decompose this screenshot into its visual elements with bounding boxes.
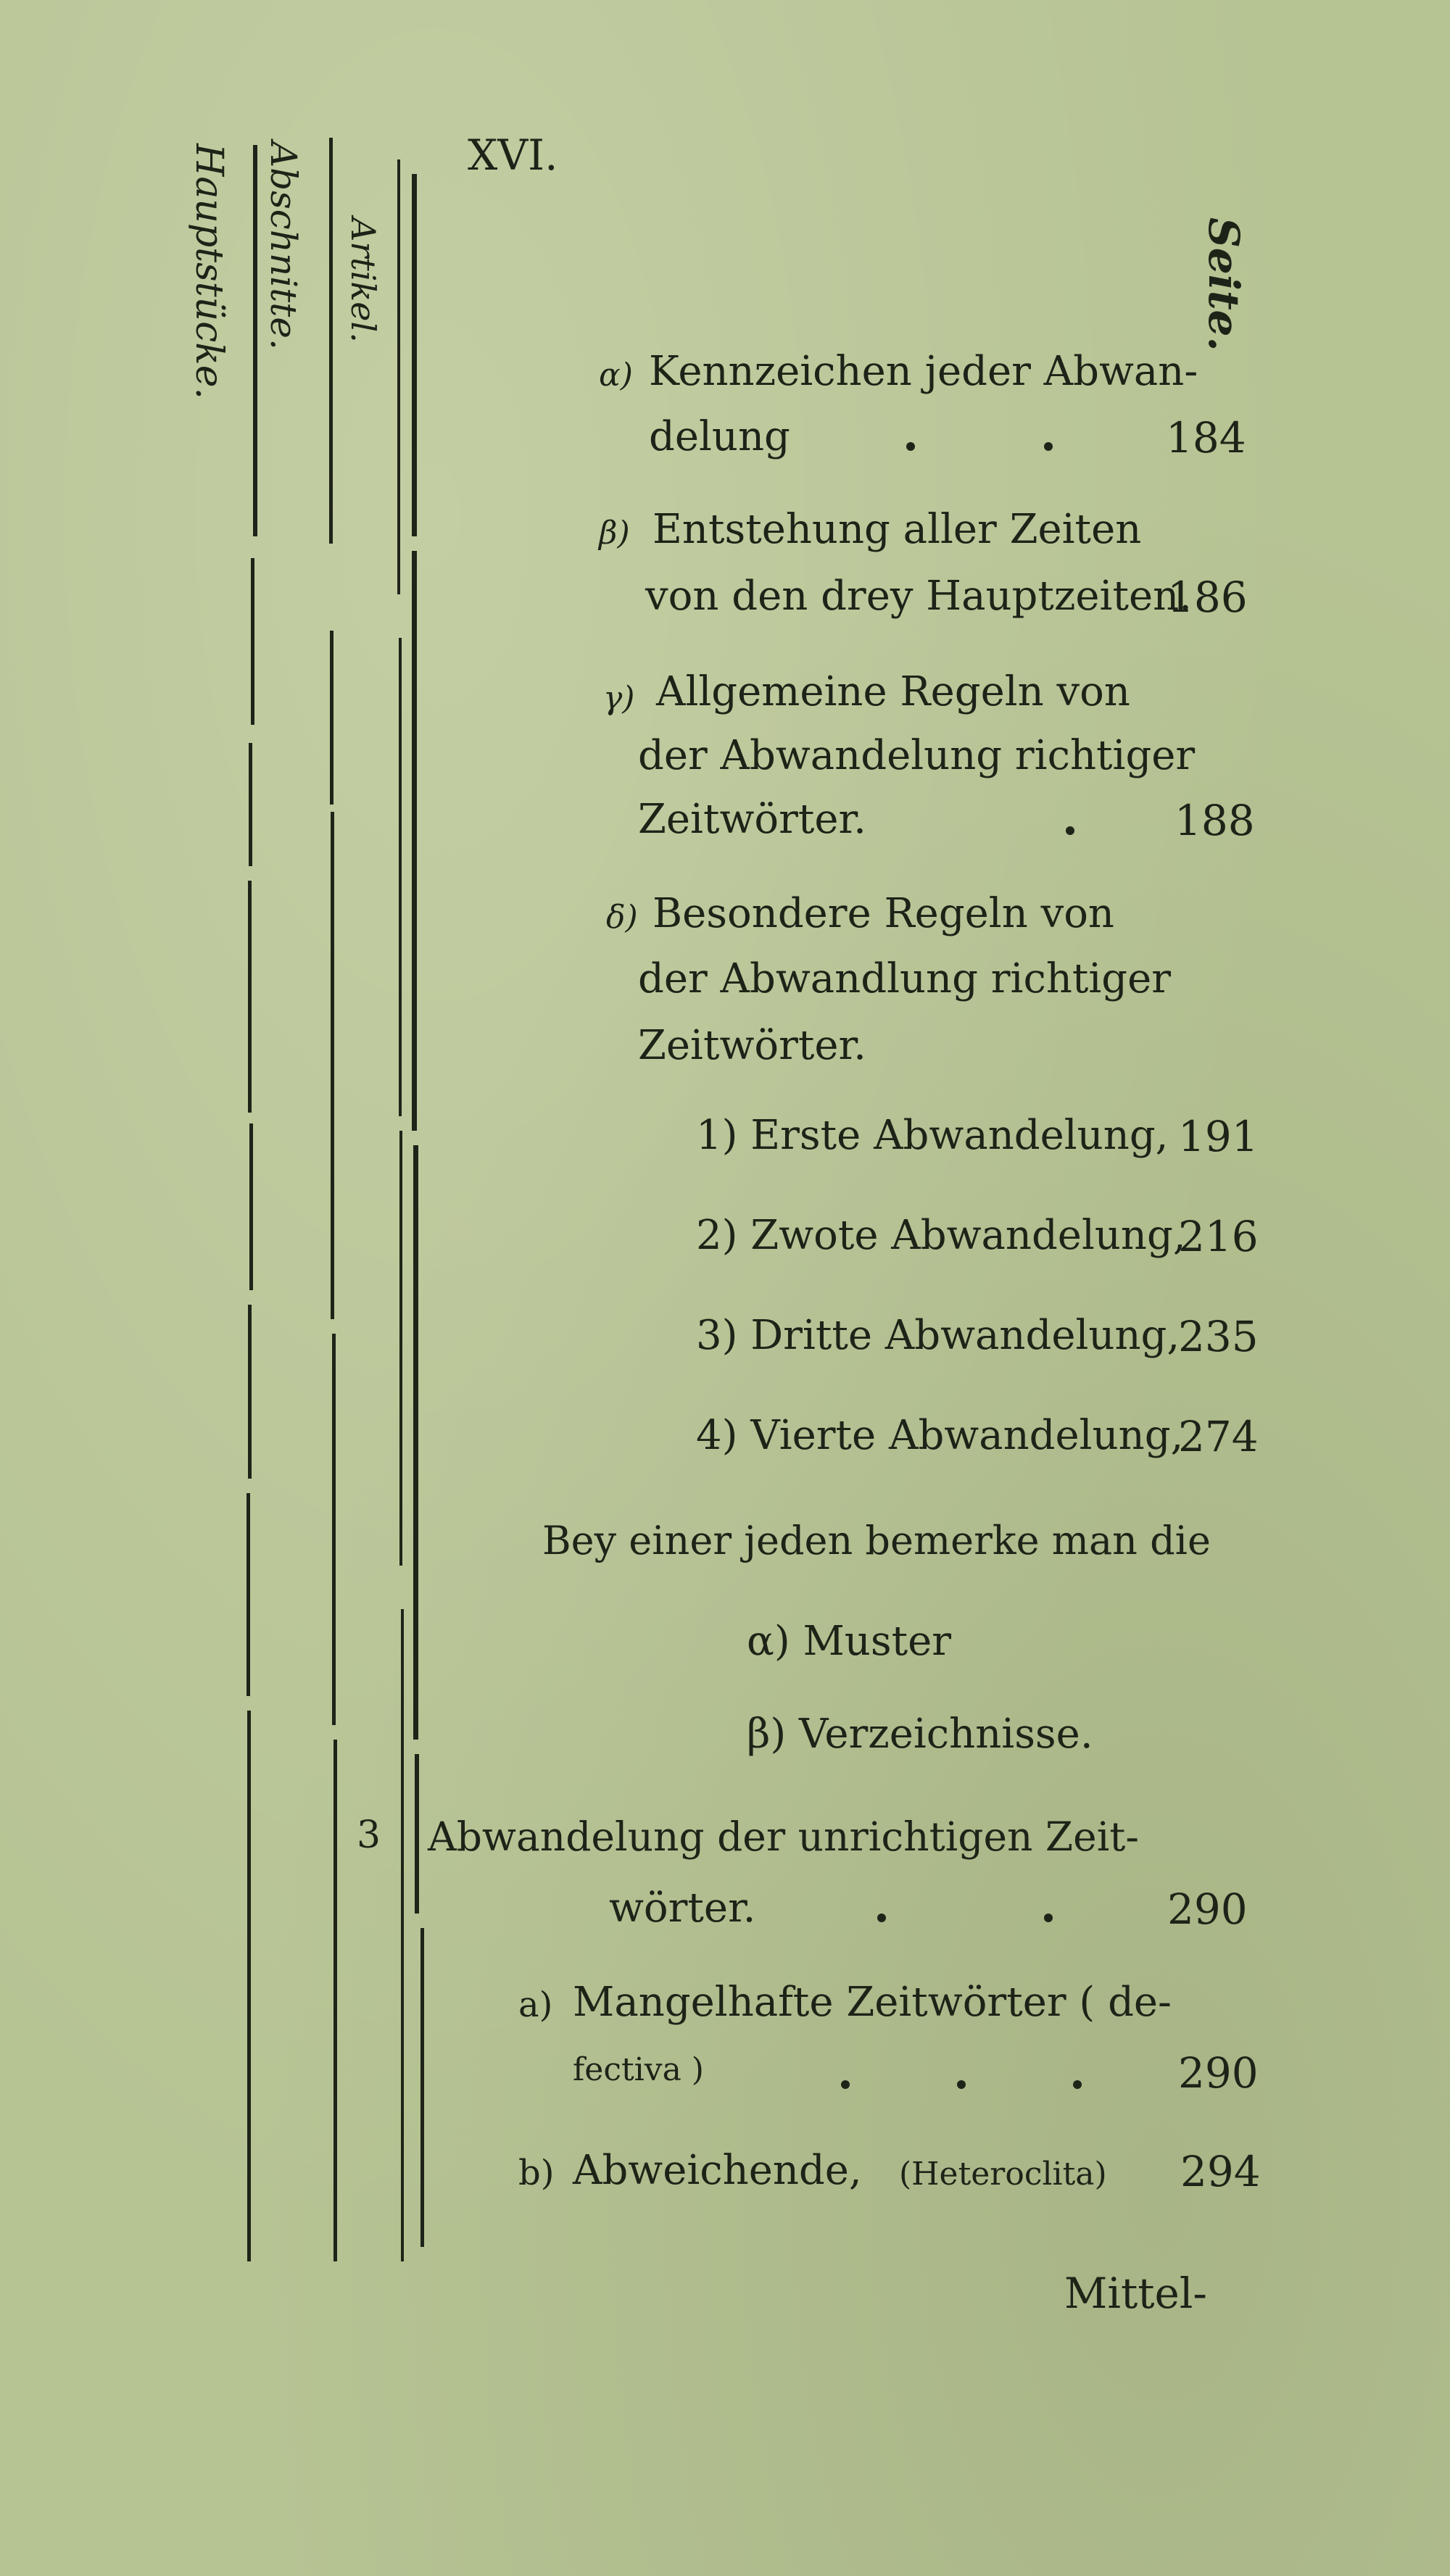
article-3-page: 290 (1167, 1885, 1248, 1934)
leader-dot (841, 2080, 850, 2089)
header-abschnitte: Abschnitte. (262, 141, 304, 350)
entry-delta-line3: Zeitwörter. (638, 1022, 866, 1069)
catchword: Mittel- (1064, 2269, 1208, 2318)
entry-b-text: Abweichende, (573, 2147, 862, 2194)
entry-gamma-line2: der Abwandelung richtiger (638, 732, 1196, 779)
conjugation-4-page: 274 (1178, 1412, 1259, 1461)
article-3-line1: Abwandelung der unrichtigen Zeit- (428, 1813, 1139, 1860)
header-hauptstuecke: Hauptstücke. (187, 144, 231, 400)
leader-dot (1073, 2080, 1082, 2089)
conjugation-3-page: 235 (1178, 1312, 1259, 1361)
entry-a-line1: Mangelhafte Zeitwörter ( de- (573, 1979, 1172, 2026)
entry-a-page: 290 (1178, 2048, 1259, 2098)
note-alpha: α) Muster (747, 1618, 952, 1665)
entry-b-page: 294 (1180, 2147, 1261, 2196)
conjugation-4: 4) Vierte Abwandelung, (696, 1412, 1184, 1459)
entry-beta-marker: β) (599, 515, 630, 552)
header-seite: Seite. (1199, 217, 1248, 352)
entry-gamma-marker: γ) (603, 680, 635, 717)
conjugation-3: 3) Dritte Abwandelung, (696, 1312, 1180, 1359)
leader-dot (877, 1914, 886, 1922)
leader-dot (906, 442, 915, 451)
page-number: XVI. (468, 130, 558, 180)
entry-beta-line1: Entstehung aller Zeiten (652, 506, 1142, 553)
entry-beta-page: 186 (1167, 573, 1248, 622)
entry-alpha-line1: Kennzeichen jeder Abwan- (649, 348, 1198, 395)
conjugation-1: 1) Erste Abwandelung, (696, 1112, 1169, 1159)
conjugation-2: 2) Zwote Abwandelung, (696, 1212, 1186, 1259)
leader-dot (1044, 442, 1053, 451)
note-beta: β) Verzeichnisse. (747, 1711, 1093, 1758)
note-text: Bey einer jeden bemerke man die (542, 1518, 1211, 1563)
entry-gamma-page: 188 (1174, 796, 1255, 845)
entry-alpha-line2: delung (649, 413, 790, 460)
conjugation-2-page: 216 (1178, 1212, 1259, 1261)
entry-gamma-line3: Zeitwörter. (638, 796, 866, 843)
article-3-line2: wörter. (609, 1885, 756, 1932)
leader-dot (957, 2080, 966, 2089)
leader-dot (1066, 826, 1074, 835)
entry-delta-marker: δ) (606, 899, 638, 936)
entry-b-marker: b) (518, 2153, 555, 2193)
entry-delta-line2: der Abwandlung richtiger (638, 955, 1172, 1002)
header-artikel: Artikel. (344, 217, 383, 343)
entry-a-marker: a) (518, 1985, 553, 2025)
entry-a-line2: fectiva ) (573, 2051, 704, 2088)
leader-dot (1044, 1914, 1053, 1922)
entry-gamma-line1: Allgemeine Regeln von (656, 668, 1130, 715)
conjugation-1-page: 191 (1178, 1112, 1259, 1161)
entry-delta-line1: Besondere Regeln von (652, 890, 1114, 937)
entry-alpha-page: 184 (1166, 413, 1246, 462)
entry-beta-line2: von den drey Hauptzeiten. (645, 573, 1192, 620)
article-3-number: 3 (357, 1813, 381, 1857)
entry-b-latin: (Heteroclita) (899, 2156, 1107, 2193)
entry-alpha-marker: α) (599, 357, 633, 394)
